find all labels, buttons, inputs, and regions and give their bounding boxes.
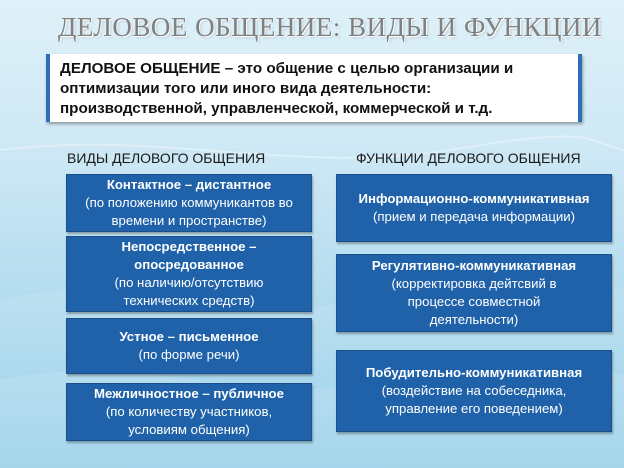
type-card-direct <box>66 236 312 312</box>
functions-heading: ФУНКЦИИ ДЕЛОВОГО ОБЩЕНИЯ <box>356 150 581 166</box>
definition-box <box>46 54 582 122</box>
function-card-subtitle: (воздействие на собеседника, управление его поведением) <box>381 383 567 416</box>
type-card-title: Контактное – дистантное <box>106 177 272 192</box>
type-card-title: Непосредственное – опосредованное <box>121 239 257 272</box>
type-card-title: Устное – письменное <box>119 329 259 344</box>
type-card-title: Межличностное – публичное <box>94 386 284 401</box>
function-card-title: Информационно-коммуникативная <box>358 191 590 206</box>
function-card-title: Регулятивно-коммуникативная <box>371 258 577 273</box>
slide-title: ДЕЛОВОЕ ОБЩЕНИЕ: ВИДЫ И ФУНКЦИИ <box>58 12 602 42</box>
function-card-motivational <box>336 350 612 432</box>
type-card-subtitle: (по форме речи) <box>138 347 240 362</box>
types-heading: ВИДЫ ДЕЛОВОГО ОБЩЕНИЯ <box>67 150 266 166</box>
definition-text: – это общение с целью организации и оптимизации того или иного вида деятельности: производственной, управленческой, коммерческой и т.д. <box>60 60 514 117</box>
type-card-interpersonal <box>66 383 312 441</box>
type-card-oral <box>66 318 312 374</box>
function-card-information <box>336 174 612 242</box>
type-card-contact <box>66 174 312 232</box>
type-card-subtitle: (по наличию/отсутствию технических средств) <box>114 275 264 308</box>
type-card-subtitle: (по количеству участников, условиям общения) <box>105 404 273 437</box>
function-card-title: Побудительно-коммуникативная <box>365 365 583 380</box>
function-card-regulative <box>336 254 612 332</box>
function-card-subtitle: (корректировка дейтсвий в процессе совместной деятельности) <box>391 276 557 327</box>
definition-term: ДЕЛОВОЕ ОБЩЕНИЕ <box>60 60 221 77</box>
type-card-subtitle: (по положению коммуникантов во времени и пространстве) <box>85 195 293 228</box>
function-card-subtitle: (прием и передача информации) <box>372 209 576 224</box>
